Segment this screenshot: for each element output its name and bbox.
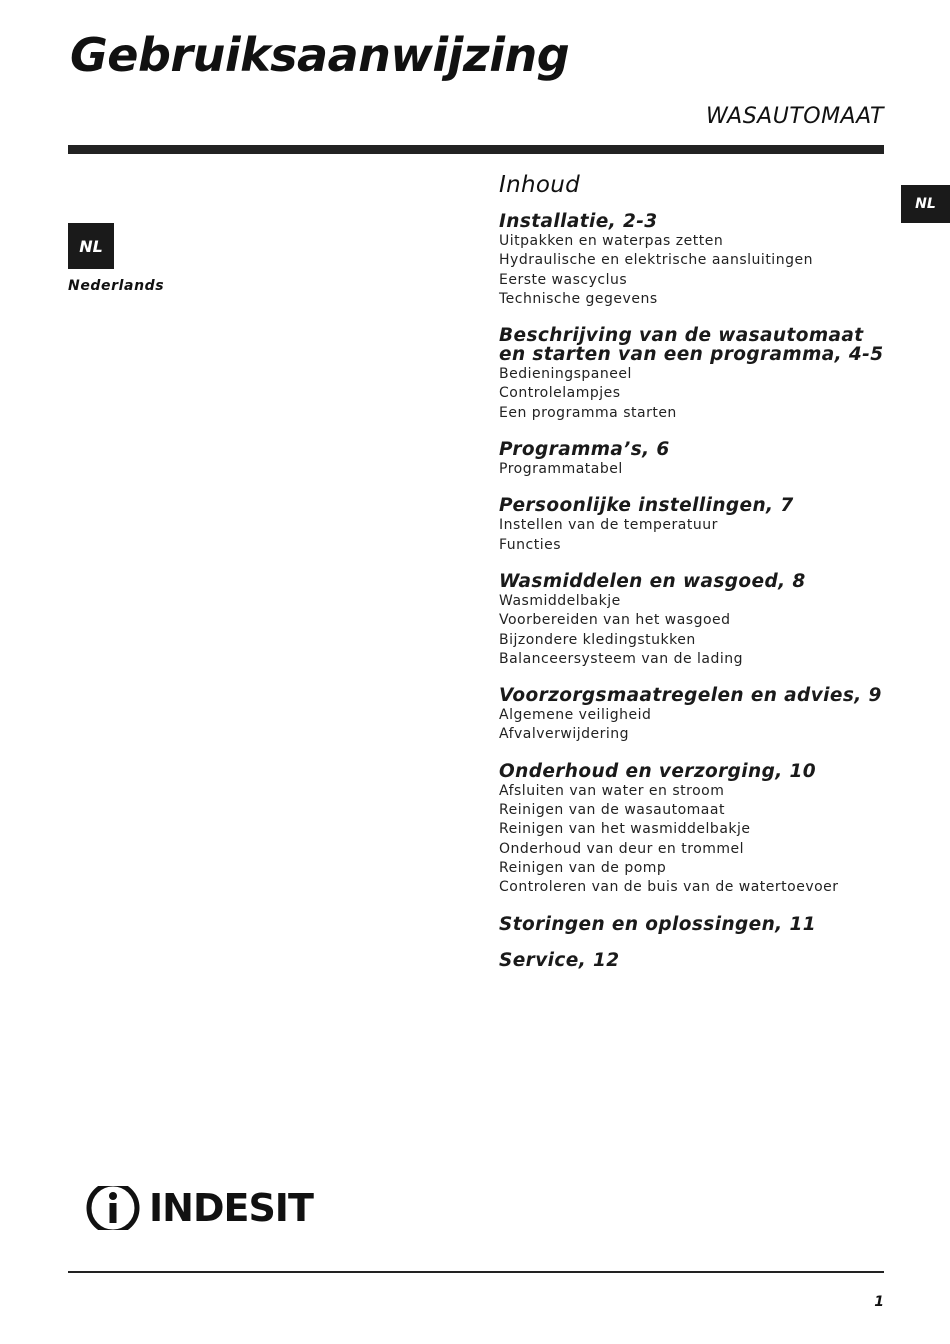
toc-item-list [499, 460, 889, 479]
product-type: WASAUTOMAAT [706, 104, 884, 129]
toc-section-title: Wasmiddelen en wasgoed, 8 [499, 570, 806, 592]
toc-item: Instellen van de temperatuur [499, 517, 718, 534]
toc-item: Balanceersysteem van de lading [499, 650, 744, 667]
indesit-logo-icon [85, 1180, 141, 1236]
toc-heading: Inhoud [499, 172, 580, 198]
language-badge: NL [68, 223, 114, 269]
toc-item: Onderhoud van deur en trommel [499, 840, 745, 857]
table-of-contents [499, 172, 889, 987]
toc-item: Algemene veiligheid [499, 707, 652, 724]
toc-section-title: Beschrijving van de wasautomaat en starten van een programma, 4-5 [499, 325, 884, 366]
toc-item: Bijzondere kledingstukken [499, 631, 696, 648]
toc-item: Afvalverwijdering [499, 726, 630, 743]
page-number: 1 [874, 1294, 884, 1310]
toc-item-list [499, 516, 889, 555]
toc-item: Controlelampjes [499, 385, 621, 402]
bottom-divider [68, 1271, 884, 1273]
toc-section [499, 915, 889, 934]
toc-item: Technische gegevens [499, 290, 658, 307]
toc-item: Een programma starten [499, 404, 677, 421]
toc-item: Reinigen van het wasmiddelbakje [499, 821, 751, 838]
language-side-tab: NL [901, 185, 950, 223]
toc-section [499, 212, 889, 309]
toc-section-title: Programma’s, 6 [499, 439, 670, 461]
toc-item-list [499, 782, 889, 898]
toc-section-title: Voorzorgsmaatregelen en advies, 9 [499, 685, 882, 707]
page-title: Gebruiksaanwijzing [70, 28, 570, 82]
toc-section-title: Installatie, 2-3 [499, 211, 658, 232]
toc-section [499, 440, 889, 479]
toc-section [499, 572, 889, 669]
toc-section-title: Onderhoud en verzorging, 10 [499, 760, 817, 782]
toc-item: Reinigen van de pomp [499, 859, 667, 876]
top-divider [68, 145, 884, 154]
toc-item-list [499, 365, 889, 423]
toc-item: Reinigen van de wasautomaat [499, 802, 725, 819]
toc-section [499, 686, 889, 745]
toc-item: Eerste wascyclus [499, 271, 628, 288]
toc-section-title: Persoonlijke instellingen, 7 [499, 495, 794, 517]
toc-item: Uitpakken en waterpas zetten [499, 233, 724, 249]
toc-item: Programmatabel [499, 461, 623, 478]
toc-item: Wasmiddelbakje [499, 592, 621, 609]
toc-section-title: Service, 12 [499, 949, 620, 971]
toc-item: Controleren van de buis van de watertoevoer [499, 879, 839, 896]
brand-name: INDESIT [149, 1186, 313, 1230]
toc-section [499, 951, 889, 970]
toc-section [499, 762, 889, 898]
toc-item: Bedieningspaneel [499, 366, 632, 383]
toc-sections [499, 212, 889, 970]
toc-section [499, 326, 889, 423]
toc-item-list [499, 592, 889, 669]
toc-item-list [499, 232, 889, 309]
toc-section [499, 496, 889, 555]
brand-logo [85, 1180, 313, 1236]
toc-item: Voorbereiden van het wasgoed [499, 612, 731, 629]
toc-item-list [499, 706, 889, 745]
language-name: Nederlands [68, 278, 165, 294]
toc-section-title: Storingen en oplossingen, 11 [499, 913, 816, 935]
toc-item: Functies [499, 536, 562, 553]
toc-item: Hydraulische en elektrische aansluitingen [499, 252, 813, 269]
toc-item: Afsluiten van water en stroom [499, 782, 725, 799]
